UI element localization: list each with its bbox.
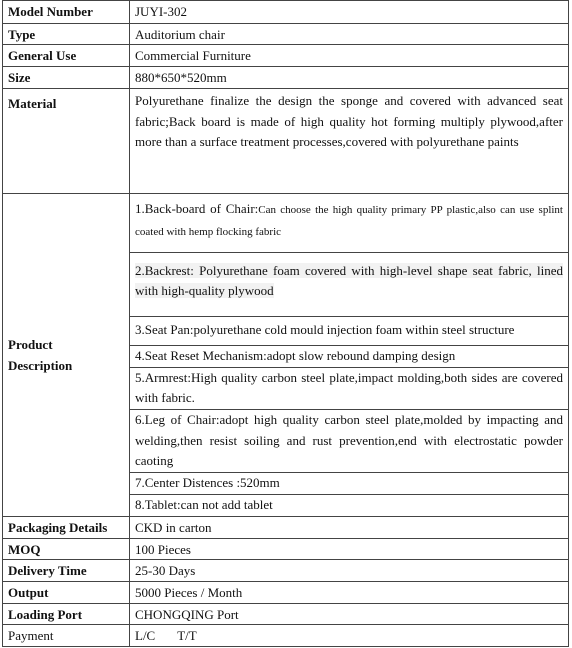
row-packaging-details — [3, 516, 568, 538]
label-product-description-line1: Product — [8, 336, 53, 352]
label-product-description-line2: Description — [8, 357, 73, 373]
row-model-number — [3, 1, 568, 23]
product-description-list — [130, 194, 568, 516]
row-material — [3, 88, 568, 193]
value-moq: 100 Pieces — [135, 542, 191, 557]
description-item-2 — [130, 252, 568, 316]
description-item-7: 7.Center Distences :520mm — [130, 472, 568, 494]
row-output — [3, 581, 568, 603]
row-delivery-time — [3, 559, 568, 581]
value-packaging-details: CKD in carton — [135, 520, 212, 535]
description-item-2-text: 2.Backrest: Polyurethane foam covered with high-level shape seat fabric, lined with high-quality plywood — [135, 262, 563, 299]
label-delivery-time: Delivery Time — [3, 560, 130, 581]
value-payment — [130, 625, 568, 646]
label-size: Size — [3, 67, 130, 88]
label-material: Material — [3, 89, 130, 193]
value-type: Auditorium chair — [135, 27, 225, 42]
label-model-number: Model Number — [3, 1, 130, 23]
label-payment: Payment — [3, 625, 130, 646]
description-item-3: 3.Seat Pan:polyurethane cold mould injection foam within steel structure — [130, 316, 568, 345]
row-loading-port — [3, 603, 568, 624]
description-item-4: 4.Seat Reset Mechanism:adopt slow rebound damping design — [130, 345, 568, 367]
description-item-8: 8.Tablet:can not add tablet — [130, 494, 568, 516]
label-general-use: General Use — [3, 45, 130, 66]
label-packaging-details: Packaging Details — [3, 517, 130, 538]
label-type: Type — [3, 24, 130, 44]
value-delivery-time: 25-30 Days — [135, 563, 196, 578]
row-moq — [3, 538, 568, 559]
value-material: Polyurethane finalize the design the sponge and covered with advanced seat fabric;Back board is made of high quality hot forming multiply plywood,after more than a surface treatment processes,covered with polyurethane paints — [135, 93, 563, 149]
value-size: 880*650*520mm — [135, 70, 227, 85]
payment-method-lc: L/C — [135, 628, 156, 643]
row-payment — [3, 624, 568, 646]
row-general-use — [3, 44, 568, 66]
description-item-5: 5.Armrest:High quality carbon steel plate,impact molding,both sides are covered with fabric. — [130, 367, 568, 410]
description-item-1 — [130, 194, 568, 252]
description-item-6: 6.Leg of Chair:adopt high quality carbon steel plate,molded by impacting and welding,then resist soiling and rust prevention,end with electrostatic powder caoting — [130, 409, 568, 472]
value-output: 5000 Pieces / Month — [135, 585, 243, 600]
row-size — [3, 66, 568, 88]
label-product-description — [3, 194, 130, 516]
row-type — [3, 23, 568, 44]
row-product-description — [3, 193, 568, 516]
value-model-number: JUYI-302 — [135, 4, 187, 19]
label-moq: MOQ — [3, 539, 130, 559]
payment-method-tt: T/T — [177, 628, 197, 643]
description-item-1-prefix: 1.Back-board of Chair: — [135, 201, 259, 216]
label-output: Output — [3, 582, 130, 603]
product-spec-table — [2, 0, 569, 647]
value-loading-port: CHONGQING Port — [135, 607, 239, 622]
label-loading-port: Loading Port — [3, 604, 130, 624]
description-item-1-text: Can choose the high quality primary PP plastic,also can use splint coated with hemp flocking fabric — [135, 204, 563, 238]
value-general-use: Commercial Furniture — [135, 48, 251, 63]
